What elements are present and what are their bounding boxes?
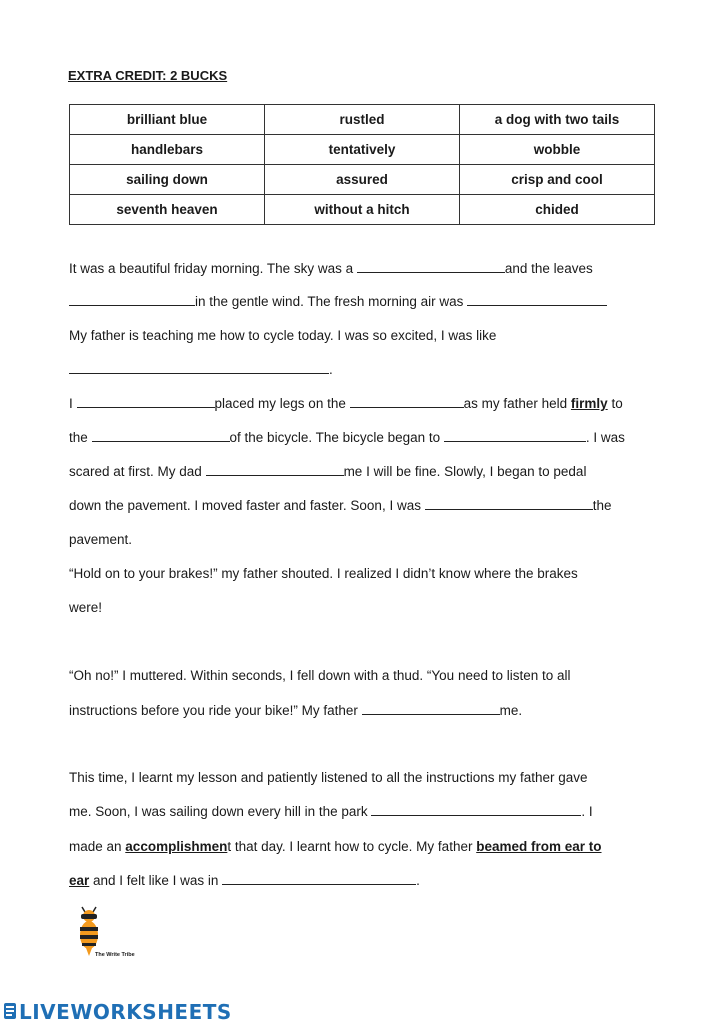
answer-blank[interactable] [357,260,505,273]
word-cell: sailing down [70,165,265,195]
table-row [70,165,655,195]
story-line: scared at first. My dad me I will be fine. Slowly, I began to pedal [69,464,587,479]
answer-blank[interactable] [77,395,215,408]
story-line: the of the bicycle. The bicycle began to . I was [69,430,625,445]
story-line: me. Soon, I was sailing down every hill in the park . I [69,804,593,819]
table-row [70,135,655,165]
liveworksheets-brand: LIVEWORKSHEETS [0,1000,232,1024]
answer-blank[interactable] [69,361,329,374]
answer-blank[interactable] [425,497,593,510]
word-cell: brilliant blue [70,105,265,135]
story-line: made an accomplishment that day. I learnt how to cycle. My father beamed from ear to [69,839,602,854]
story-line: down the pavement. I moved faster and faster. Soon, I was the [69,498,612,513]
answer-blank[interactable] [92,429,230,442]
answer-blank[interactable] [444,429,586,442]
answer-blank[interactable] [371,803,581,816]
word-cell: tentatively [265,135,460,165]
worksheet-title: EXTRA CREDIT: 2 BUCKS [68,68,228,83]
answer-blank[interactable] [69,293,195,306]
answer-blank[interactable] [350,395,464,408]
table-row [70,195,655,225]
story-line: instructions before you ride your bike!” My father me. [69,703,523,718]
story-line: ear and I felt like I was in . [69,873,420,888]
liveworksheets-logo-icon [3,1001,17,1021]
story-line: It was a beautiful friday morning. The sky was a and the leaves [69,261,593,276]
story-line: My father is teaching me how to cycle today. I was so excited, I was like [69,328,497,343]
story-line: pavement. [69,532,133,547]
story-line: were! [69,600,103,615]
answer-blank[interactable] [467,293,607,306]
story-line: I placed my legs on the as my father held firmly to [69,396,623,411]
word-cell: chided [460,195,655,225]
logo-caption: The Write Tribe [95,952,135,958]
answer-blank[interactable] [206,463,344,476]
word-cell: without a hitch [265,195,460,225]
word-bank-table [69,104,655,225]
story-line: . [69,361,333,379]
word-cell: seventh heaven [70,195,265,225]
story-line: This time, I learnt my lesson and patiently listened to all the instructions my father gave [69,770,588,785]
word-cell: crisp and cool [460,165,655,195]
word-cell: a dog with two tails [460,105,655,135]
word-cell: wobble [460,135,655,165]
story-line: “Hold on to your brakes!” my father shouted. I realized I didn’t know where the brakes [69,566,578,581]
table-row [70,105,655,135]
word-cell: rustled [265,105,460,135]
story-line: “Oh no!” I muttered. Within seconds, I fell down with a thud. “You need to listen to all [69,668,571,683]
answer-blank[interactable] [222,872,416,885]
word-cell: handlebars [70,135,265,165]
answer-blank[interactable] [362,702,500,715]
word-cell: assured [265,165,460,195]
story-line: in the gentle wind. The fresh morning air was [69,293,607,311]
